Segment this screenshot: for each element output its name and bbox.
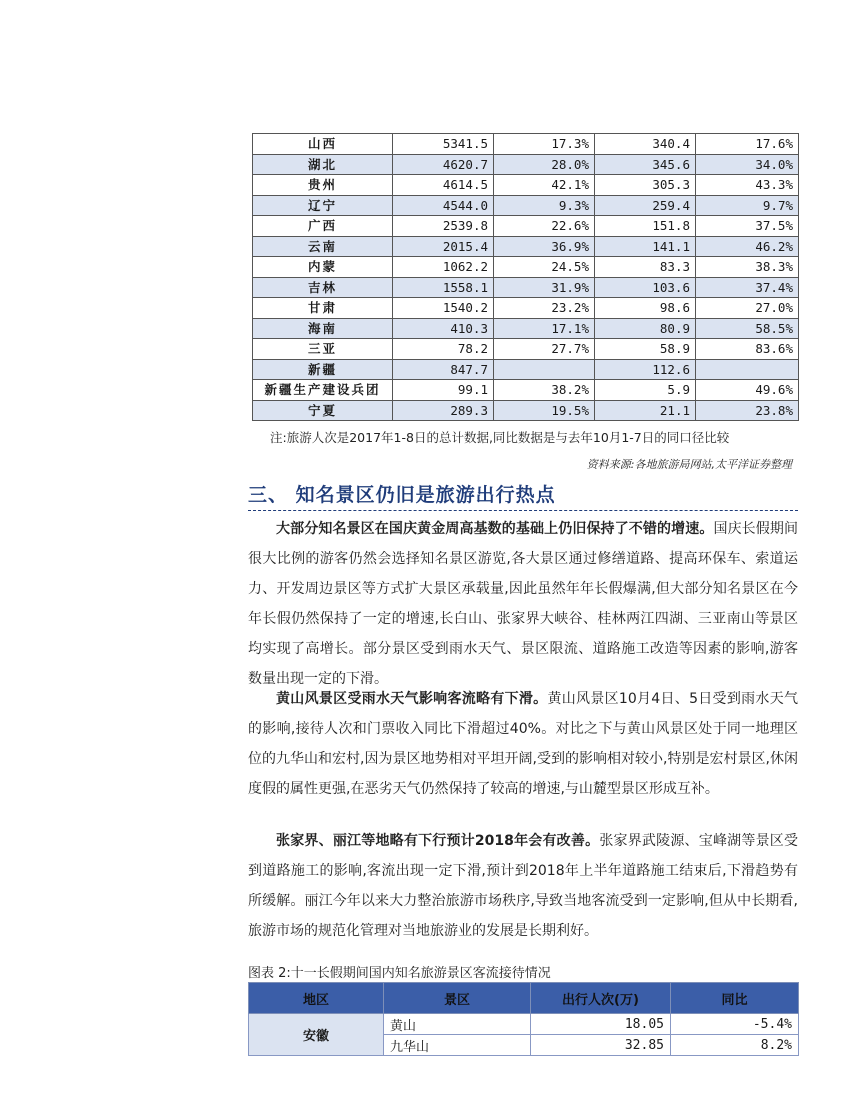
visitors-yoy-cell: 23.2% — [494, 298, 595, 319]
revenue-yoy-cell: 23.8% — [696, 400, 799, 421]
revenue-yoy-cell: 27.0% — [696, 298, 799, 319]
region-cell: 宁夏 — [253, 400, 393, 421]
visitors-yoy-cell: 27.7% — [494, 339, 595, 360]
spot-cell: 黄山 — [384, 1014, 531, 1035]
visitors-yoy-cell: 31.9% — [494, 277, 595, 298]
visitors-yoy-cell — [494, 359, 595, 380]
revenue-cell: 80.9 — [595, 318, 696, 339]
visitors-cell: 78.2 — [393, 339, 494, 360]
header-spot: 景区 — [384, 983, 531, 1014]
table-row — [249, 1014, 799, 1035]
visitors-cell: 410.3 — [393, 318, 494, 339]
table-note: 注:旅游人次是2017年1-8日的总计数据,同比数据是与去年10月1-7日的同口径比较 — [270, 430, 730, 445]
revenue-yoy-cell: 17.6% — [696, 134, 799, 155]
revenue-cell: 103.6 — [595, 277, 696, 298]
region-cell: 新疆生产建设兵团 — [253, 380, 393, 401]
visitors-yoy-cell: 22.6% — [494, 216, 595, 237]
table-row — [253, 400, 799, 421]
revenue-yoy-cell: 83.6% — [696, 339, 799, 360]
paragraph-lead: 张家界、丽江等地略有下行预计2018年会有改善。 — [276, 833, 600, 849]
visitors-yoy-cell: 17.1% — [494, 318, 595, 339]
table-row — [253, 216, 799, 237]
paragraph-lead: 大部分知名景区在国庆黄金周高基数的基础上仍旧保持了不错的增速。 — [276, 521, 714, 537]
paragraph-3 — [248, 826, 798, 946]
visitors-cell: 1062.2 — [393, 257, 494, 278]
region-cell: 山西 — [253, 134, 393, 155]
revenue-cell: 305.3 — [595, 175, 696, 196]
visitors-cell: 5341.5 — [393, 134, 494, 155]
visitors-cell: 1540.2 — [393, 298, 494, 319]
yoy-cell: 8.2% — [671, 1035, 799, 1056]
table-row — [253, 236, 799, 257]
revenue-cell: 83.3 — [595, 257, 696, 278]
revenue-cell: 141.1 — [595, 236, 696, 257]
region-cell: 三亚 — [253, 339, 393, 360]
paragraph-1 — [248, 514, 798, 694]
visitors-cell: 4620.7 — [393, 154, 494, 175]
section-heading: 三、 知名景区仍旧是旅游出行热点 — [248, 484, 556, 506]
scenic-spot-table — [248, 982, 799, 1056]
visitors-cell: 18.05 — [531, 1014, 671, 1035]
table-row — [253, 154, 799, 175]
revenue-cell: 340.4 — [595, 134, 696, 155]
table-row — [253, 359, 799, 380]
revenue-yoy-cell: 38.3% — [696, 257, 799, 278]
visitors-cell: 32.85 — [531, 1035, 671, 1056]
revenue-yoy-cell — [696, 359, 799, 380]
figure-caption: 图表 2:十一长假期间国内知名旅游景区客流接待情况 — [248, 966, 551, 981]
revenue-cell: 21.1 — [595, 400, 696, 421]
revenue-cell: 5.9 — [595, 380, 696, 401]
table-row — [253, 134, 799, 155]
region-cell: 内蒙 — [253, 257, 393, 278]
visitors-yoy-cell: 9.3% — [494, 195, 595, 216]
region-cell: 甘肃 — [253, 298, 393, 319]
data-source: 资料来源:各地旅游局网站,太平洋证券整理 — [586, 458, 792, 471]
visitors-yoy-cell: 42.1% — [494, 175, 595, 196]
province-tourism-table — [252, 133, 799, 421]
table-row — [253, 298, 799, 319]
table-row — [253, 339, 799, 360]
revenue-cell: 259.4 — [595, 195, 696, 216]
revenue-cell: 345.6 — [595, 154, 696, 175]
paragraph-body: 国庆长假期间很大比例的游客仍然会选择知名景区游览,各大景区通过修缮道路、提高环保车、索道运力、开发周边景区等方式扩大景区承载量,因此虽然年年长假爆满,但大部分知名景区在今年长假仍然保持了一定的增速,长白山、张家界大峡谷、桂林两江四湖、三亚南山等景区均实现了高增长。部分景区受到雨水天气、景区限流、道路施工改造等因素的影响,游客数量出现一定的下滑。 — [248, 521, 799, 687]
visitors-cell: 2539.8 — [393, 216, 494, 237]
visitors-yoy-cell: 24.5% — [494, 257, 595, 278]
area-cell: 安徽 — [249, 1014, 384, 1056]
region-cell: 贵州 — [253, 175, 393, 196]
visitors-yoy-cell: 19.5% — [494, 400, 595, 421]
revenue-yoy-cell: 37.5% — [696, 216, 799, 237]
table-row — [253, 318, 799, 339]
revenue-yoy-cell: 43.3% — [696, 175, 799, 196]
table-row — [253, 195, 799, 216]
table-row — [253, 277, 799, 298]
revenue-yoy-cell: 46.2% — [696, 236, 799, 257]
region-cell: 新疆 — [253, 359, 393, 380]
visitors-yoy-cell: 38.2% — [494, 380, 595, 401]
region-cell: 广西 — [253, 216, 393, 237]
section-divider — [248, 510, 798, 511]
region-cell: 辽宁 — [253, 195, 393, 216]
region-cell: 湖北 — [253, 154, 393, 175]
visitors-cell: 847.7 — [393, 359, 494, 380]
paragraph-body: 张家界武陵源、宝峰湖等景区受到道路施工的影响,客流出现一定下滑,预计到2018年上半年道路施工结束后,下滑趋势有所缓解。丽江今年以来大力整治旅游市场秩序,导致当地客流受到一定影响,但从中长期看,旅游市场的规范化管理对当地旅游业的发展是长期利好。 — [248, 833, 799, 939]
revenue-yoy-cell: 49.6% — [696, 380, 799, 401]
region-cell: 海南 — [253, 318, 393, 339]
visitors-cell: 2015.4 — [393, 236, 494, 257]
revenue-cell: 112.6 — [595, 359, 696, 380]
paragraph-2 — [248, 684, 798, 804]
visitors-cell: 4544.0 — [393, 195, 494, 216]
header-visitors: 出行人次(万) — [531, 983, 671, 1014]
revenue-yoy-cell: 58.5% — [696, 318, 799, 339]
spot-cell: 九华山 — [384, 1035, 531, 1056]
revenue-yoy-cell: 37.4% — [696, 277, 799, 298]
visitors-yoy-cell: 36.9% — [494, 236, 595, 257]
revenue-cell: 98.6 — [595, 298, 696, 319]
table-row — [253, 175, 799, 196]
visitors-cell: 99.1 — [393, 380, 494, 401]
revenue-yoy-cell: 34.0% — [696, 154, 799, 175]
region-cell: 云南 — [253, 236, 393, 257]
visitors-yoy-cell: 17.3% — [494, 134, 595, 155]
visitors-cell: 1558.1 — [393, 277, 494, 298]
visitors-yoy-cell: 28.0% — [494, 154, 595, 175]
header-region: 地区 — [249, 983, 384, 1014]
revenue-cell: 151.8 — [595, 216, 696, 237]
revenue-cell: 58.9 — [595, 339, 696, 360]
yoy-cell: -5.4% — [671, 1014, 799, 1035]
paragraph-lead: 黄山风景区受雨水天气影响客流略有下滑。 — [276, 691, 548, 707]
table-row — [253, 380, 799, 401]
region-cell: 吉林 — [253, 277, 393, 298]
table-row — [253, 257, 799, 278]
visitors-cell: 4614.5 — [393, 175, 494, 196]
revenue-yoy-cell: 9.7% — [696, 195, 799, 216]
paragraph-body: 黄山风景区10月4日、5日受到雨水天气的影响,接待人次和门票收入同比下滑超过40%。对比之下与黄山风景区处于同一地理区位的九华山和宏村,因为景区地势相对平坦开阔,受到的影响相对较小,特别是宏村景区,休闲度假的属性更强,在恶劣天气仍然保持了较高的增速,与山麓型景区形成互补。 — [248, 691, 798, 797]
visitors-cell: 289.3 — [393, 400, 494, 421]
header-yoy: 同比 — [671, 983, 799, 1014]
